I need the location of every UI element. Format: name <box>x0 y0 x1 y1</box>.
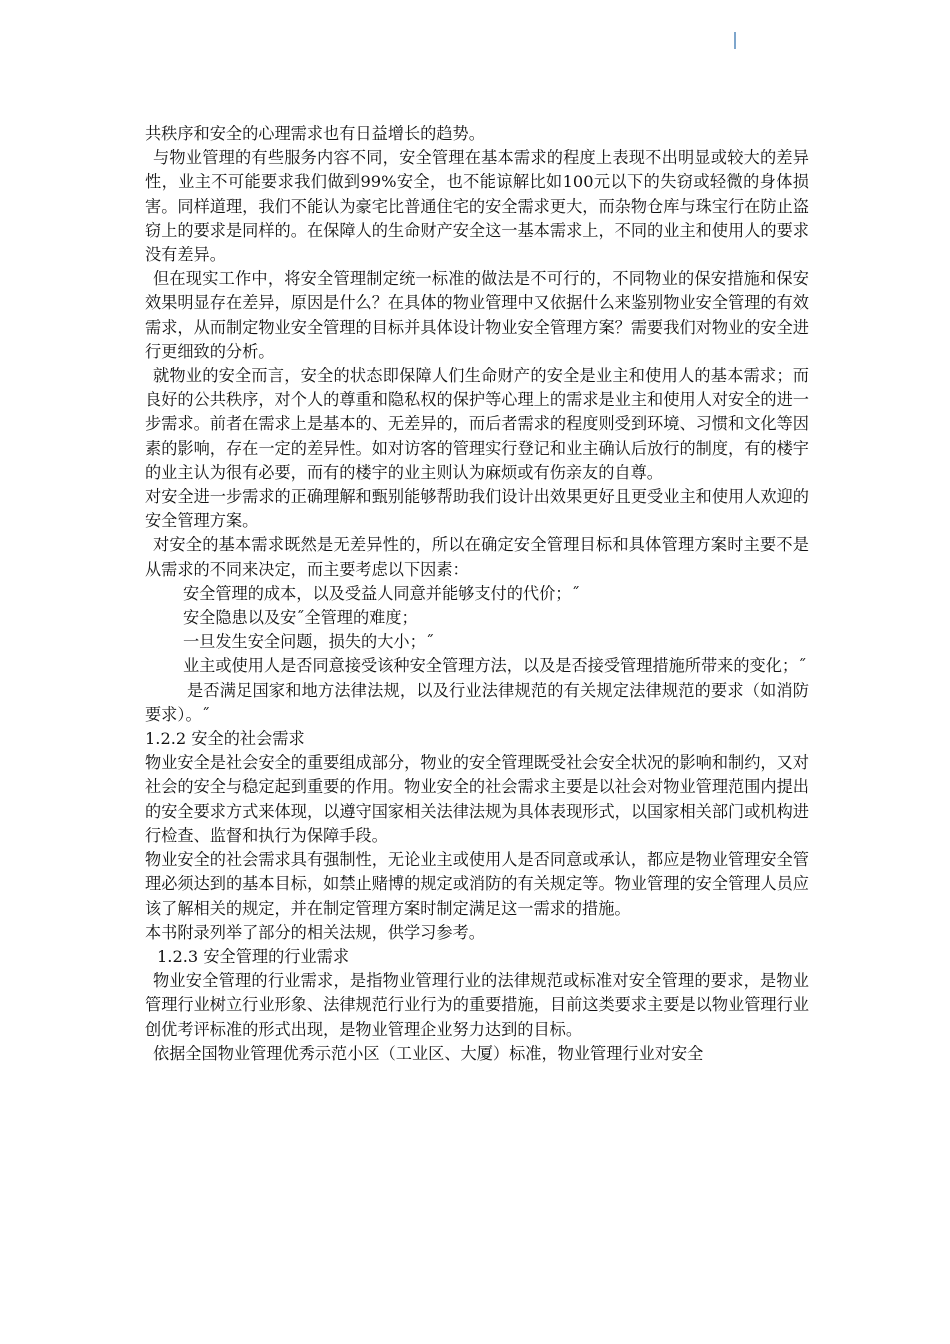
paragraph-social-need: 物业安全是社会安全的重要组成部分，物业的安全管理既受社会安全状况的影响和制约，又对社会的安全与稳定起到重要的作用。物业安全的社会需求主要是以社会对物业管理范围内提出的安全要求方式来体现，以遵守国家相关法律法规为具体表现形式，以国家相关部门或机构进行检查、监督和执行为保障手段。 <box>145 753 809 845</box>
paragraph-factors-intro: 对安全的基本需求既然是无差异性的，所以在确定安全管理目标和具体管理方案时主要不是从需求的不同来决定，而主要考虑以下因素： <box>145 535 809 579</box>
factor-item-cost: 安全管理的成本，以及受益人同意并能够支付的代价；˝ <box>183 583 580 603</box>
paragraph-appendix-note: 本书附录列举了部分的相关法规，供学习参考。 <box>145 922 485 942</box>
paragraph-property-safety: 就物业的安全而言，安全的状态即保障人们生命财产的安全是业主和使用人的基本需求；而良好的公共秩序，对个人的尊重和隐私权的保护等心理上的需求是业主和使用人对安全的进一步需求。前者在需求上是基本的、无差异的，而后者需求的程度则受到环境、习惯和文化等因素的影响，存在一定的差异性。如对访客的管理实行登记和业主确认后放行的制度，有的楼宇的业主认为很有必要，而有的楼宇的业主则认为麻烦或有伤亲友的自尊。 <box>145 366 809 482</box>
section-heading-industry-need: 1.2.3 安全管理的行业需求 <box>157 946 350 966</box>
paragraph-further-need: 对安全进一步需求的正确理解和甄别能够帮助我们设计出效果更好且更受业主和使用人欢迎的安全管理方案。 <box>145 487 809 531</box>
paragraph-national-standard: 依据全国物业管理优秀示范小区（工业区、大厦）标准，物业管理行业对安全 <box>153 1043 704 1063</box>
paragraph-practice: 但在现实工作中，将安全管理制定统一标准的做法是不可行的，不同物业的保安措施和保安效果明显存在差异，原因是什么？在具体的物业管理中又依据什么来鉴别物业安全管理的有效需求，从而制定物业安全管理的目标并具体设计物业安全管理方案？需要我们对物业的安全进行更细致的分析。 <box>145 269 809 361</box>
factor-item-legal: 是否满足国家和地方法律法规，以及行业法律规范的有关规定法律规范的要求（如消防要求）。˝ <box>145 680 809 724</box>
factor-item-acceptance: 业主或使用人是否同意接受该种安全管理方法，以及是否接受管理措施所带来的变化；˝ <box>183 656 807 676</box>
document-body <box>145 122 809 1066</box>
header-marker <box>734 32 736 49</box>
section-heading-social-need: 1.2.2 安全的社会需求 <box>145 729 305 749</box>
factor-item-loss: 一旦发生安全问题，损失的大小；˝ <box>183 632 434 652</box>
paragraph-basic-need: 与物业管理的有些服务内容不同，安全管理在基本需求的程度上表现不出明显或较大的差异性，业主不可能要求我们做到99%安全，也不能谅解比如100元以下的失窃或轻微的身体损害。同样道理，我们不能认为豪宅比普通住宅的安全需求更大，而杂物仓库与珠宝行在防止盗窃上的要求是同样的。在保障人的生命财产安全这一基本需求上，不同的业主和使用人的要求没有差异。 <box>145 148 809 265</box>
paragraph-continuation: 共秩序和安全的心理需求也有日益增长的趋势。 <box>145 124 485 143</box>
factor-item-difficulty: 安全隐患以及安˝全管理的难度； <box>183 608 418 628</box>
paragraph-industry-need: 物业安全管理的行业需求，是指物业管理行业的法律规范或标准对安全管理的要求，是物业管理行业树立行业形象、法律规范行业行为的重要措施，目前这类要求主要是以物业管理行业创优考评标准的形式出现，是物业管理企业努力达到的目标。 <box>145 971 809 1039</box>
paragraph-mandatory: 物业安全的社会需求具有强制性，无论业主或使用人是否同意或承认，都应是物业管理安全管理必须达到的基本目标，如禁止赌博的规定或消防的有关规定等。物业管理的安全管理人员应该了解相关的规定，并在制定管理方案时制定满足这一需求的措施。 <box>145 850 809 918</box>
